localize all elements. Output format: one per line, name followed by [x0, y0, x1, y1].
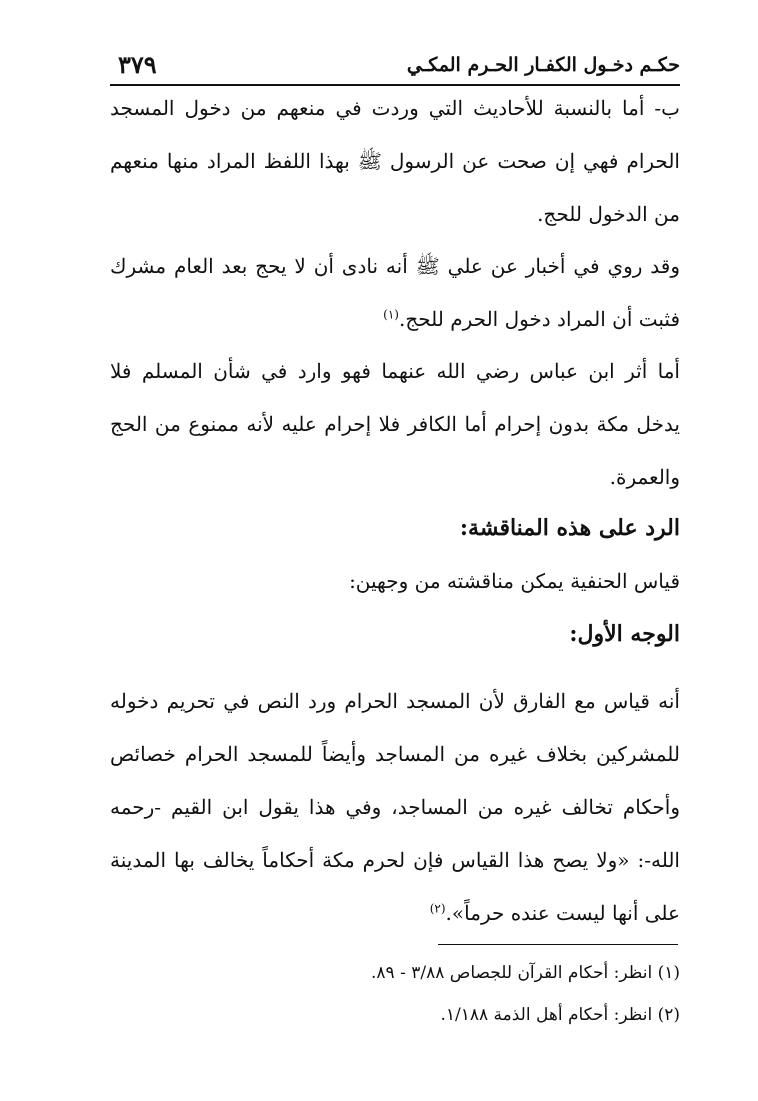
paragraph-5	[110, 675, 680, 940]
paragraph-3	[110, 345, 680, 504]
footnote-1: (١) انظر: أحكام القرآن للجصاص ٣/٨٨ - ٨٩.	[371, 963, 680, 983]
paragraph-1-text: ب- أما بالنسبة للأحاديث التي وردت في منعهم من دخول المسجد الحرام فهي إن صحت عن الرسول ﷺ بهذا اللفظ المراد منها منعهم من الدخول للحج.	[110, 96, 680, 226]
paragraph-1	[110, 82, 680, 241]
footnote-2: (٢) انظر: أحكام أهل الذمة ١/١٨٨.	[440, 1005, 680, 1025]
footnote-ref-1[interactable]: (١)	[383, 307, 399, 322]
heading-2-text: الوجه الأول:	[569, 621, 680, 647]
running-header	[110, 50, 680, 82]
header-title: حكـم دخـول الكفـار الحـرم المكـي	[406, 54, 680, 76]
heading-1-text: الرد على هذه المناقشة:	[459, 515, 680, 541]
paragraph-5-text: أنه قياس مع الفارق لأن المسجد الحرام ورد النص في تحريم دخوله للمشركين بخلاف غيره من المساجد وأيضاً للمسجد الحرام خصائص وأحكام تخالف غيره من المساجد، وفي هذا يقول ابن القيم -رحمه الله-: «ولا يصح هذا القياس فإن لحرم مكة أحكاماً يخالف بها المدينة على أنها ليست عنده حرماً».	[110, 689, 680, 925]
page-number: ٣٧٩	[118, 50, 157, 79]
section-heading-rebuttal	[110, 502, 680, 555]
paragraph-2-text: وقد روي في أخبار عن علي ﷺ أنه نادى أن لا يحج بعد العام مشرك فثبت أن المراد دخول الحرم للحج.	[110, 254, 680, 331]
footnotes	[110, 952, 680, 1036]
section-heading-first-aspect	[110, 608, 680, 661]
paragraph-4-text: قياس الحنفية يمكن مناقشته من وجهين:	[349, 569, 680, 593]
footnote-rule	[438, 944, 678, 945]
paragraph-4	[110, 555, 680, 608]
paragraph-2	[110, 240, 680, 346]
paragraph-3-text: أما أثر ابن عباس رضي الله عنهما فهو وارد في شأن المسلم فلا يدخل مكة بدون إحرام أما الكافر فلا إحرام عليه لأنه ممنوع من الحج والعمرة.	[110, 359, 680, 489]
footnote-ref-2[interactable]: (٢)	[429, 901, 446, 916]
